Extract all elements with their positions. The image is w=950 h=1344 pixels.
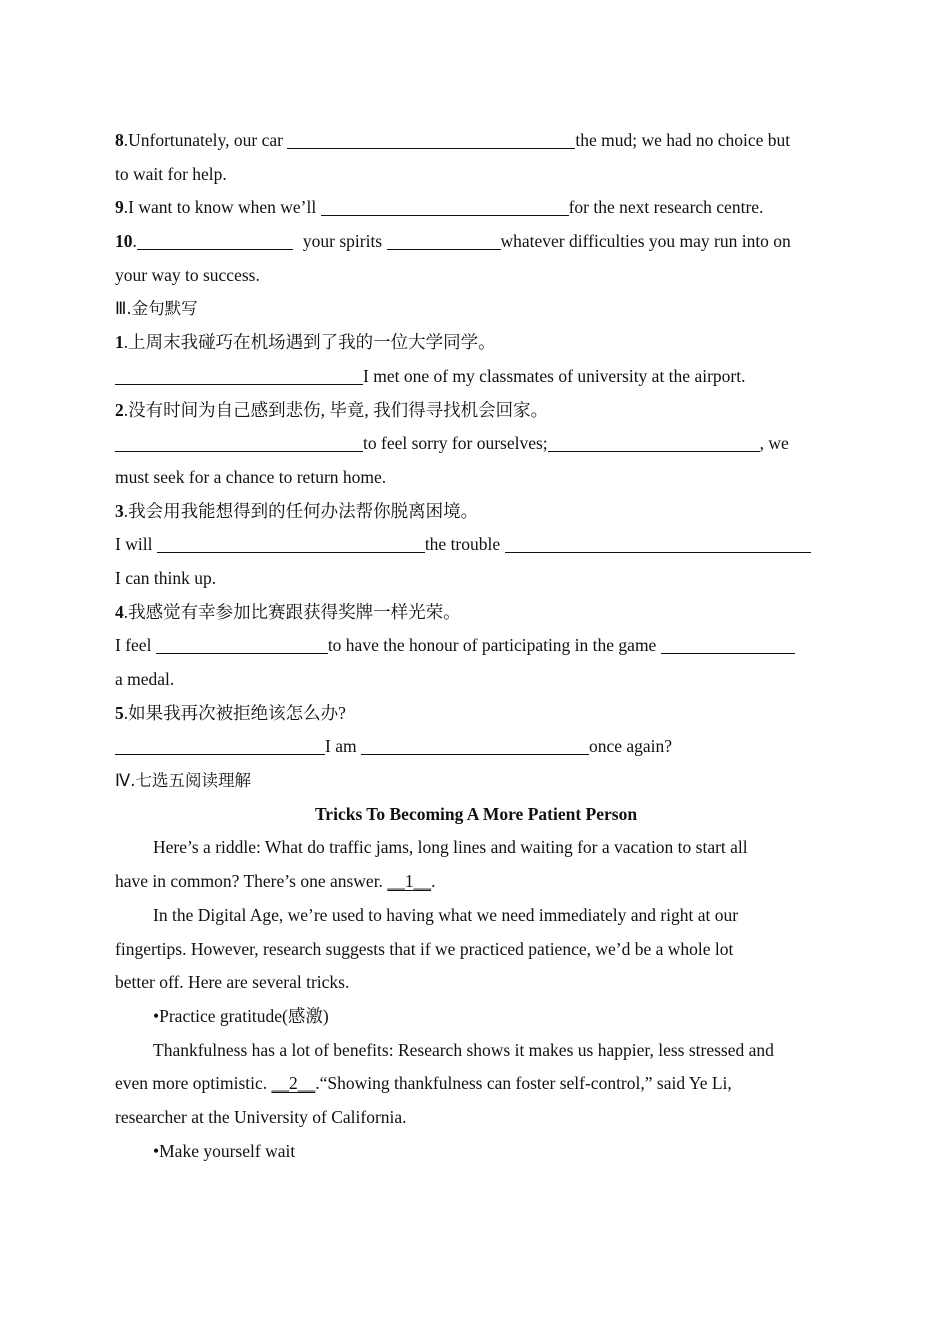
passage-p3-text-after: .“Showing thankfulness can foster self-control,” said Ye Li, [315,1073,732,1094]
s4-number: 4 [115,601,124,622]
s1-prompt [115,326,837,360]
s2-number: 2 [115,399,124,420]
s1-text: I met one of my classmates of university at the airport. [363,365,746,386]
passage-p2-line-3: better off. Here are several tricks. [115,972,350,993]
q10-dot: . [132,231,137,252]
q9-answer-blank[interactable] [321,197,569,216]
s4-text-mid: to have the honour of participating in the game [327,635,661,656]
s2-answer-blank-1[interactable] [115,433,363,452]
s1-answer-blank[interactable] [115,365,363,384]
q8-answer-blank[interactable] [287,130,575,149]
section-4-heading: Ⅳ.七选五阅读理解 [115,771,251,791]
s2-answer-line [115,427,837,461]
s3-answer-line-2: I can think up. [115,567,217,588]
q8-number: 8 [115,130,124,150]
s1-number: 1 [115,332,124,353]
blank-1[interactable]: __1__ [387,871,432,892]
s4-chinese: .我感觉有幸参加比赛跟获得奖牌一样光荣。 [123,601,461,622]
s5-answer-line [115,730,837,764]
s4-text: I feel [115,635,156,656]
s3-answer-blank-1[interactable] [157,534,425,553]
passage-p2-line-1: In the Digital Age, we’re used to having what we need immediately and right at our [153,904,739,925]
q10-answer-blank-2[interactable] [387,231,501,250]
q10-number: 10 [115,231,133,252]
s2-prompt [115,394,837,428]
s4-answer-blank-1[interactable] [156,635,328,654]
section-3-heading: Ⅲ.金句默写 [115,299,198,319]
s3-text-mid: the trouble [424,534,505,555]
s1-answer-line [115,360,837,394]
s3-answer-blank-2[interactable] [505,534,811,553]
q10-line-1 [115,225,837,259]
s4-answer-blank-2[interactable] [661,635,795,654]
s5-answer-blank-2[interactable] [361,736,589,755]
passage-p3-line-3: researcher at the University of California. [115,1106,407,1127]
q10-answer-blank-1[interactable] [137,231,293,250]
s4-prompt [115,596,837,630]
s4-answer-line [115,629,837,663]
s5-prompt [115,697,837,731]
q8-line-1 [115,124,837,158]
s5-text-after: once again? [588,736,673,757]
s5-number: 5 [115,702,124,723]
s3-number: 3 [115,500,124,521]
passage-p2-line-2: fingertips. However, research suggests that if we practiced patience, we’d be a whole lot [115,938,734,959]
passage-p3-line-1: Thankfulness has a lot of benefits: Research shows it makes us happier, less stressed and [153,1039,774,1060]
q9-line [115,191,837,225]
worksheet-page [115,124,837,1168]
q9-text-after: for the next research centre. [568,197,764,218]
s4-answer-line-2: a medal. [115,669,175,689]
s2-text: to feel sorry for ourselves; [363,433,548,454]
s5-text: I am [325,736,361,757]
passage-p1-text: have in common? There’s one answer. [115,871,388,892]
q10-text-after: whatever difficulties you may run into on [500,231,791,252]
passage-p3-line-2 [115,1067,837,1101]
s3-chinese: .我会用我能想得到的任何办法帮你脱离困境。 [123,500,479,521]
tip-heading-1: •Practice gratitude(感激) [153,1005,329,1026]
passage-p1-line-1: Here’s a riddle: What do traffic jams, long lines and waiting for a vacation to start all [153,837,748,858]
q8-text: .Unfortunately, our car [123,130,288,150]
s3-answer-line [115,528,837,562]
s3-text: I will [115,534,157,555]
passage-title: Tricks To Becoming A More Patient Person [314,803,638,824]
q10-text: your spirits [302,231,387,252]
s3-prompt [115,495,837,529]
q9-number: 9 [115,197,124,218]
q9-text: .I want to know when we’ll [123,197,321,218]
s2-answer-line-2: must seek for a chance to return home. [115,466,387,487]
s1-chinese: .上周末我碰巧在机场遇到了我的一位大学同学。 [123,332,496,353]
q8-line-2: to wait for help. [115,163,227,184]
passage-p1-line-2: have in common? There’s one answer. __1__. [115,865,837,899]
s2-text-after: , we [759,433,789,454]
q8-text-after: the mud; we had no choice but [575,130,791,150]
q10-line-2: your way to success. [115,264,260,285]
s5-chinese: .如果我再次被拒绝该怎么办? [123,702,346,723]
s5-answer-blank-1[interactable] [115,736,325,755]
passage-p3-text: even more optimistic. [115,1073,272,1094]
blank-2[interactable]: __2__ [271,1073,316,1094]
s2-answer-blank-2[interactable] [548,433,760,452]
tip-heading-2: •Make yourself wait [153,1140,296,1161]
s2-chinese: .没有时间为自己感到悲伤, 毕竟, 我们得寻找机会回家。 [123,399,549,420]
